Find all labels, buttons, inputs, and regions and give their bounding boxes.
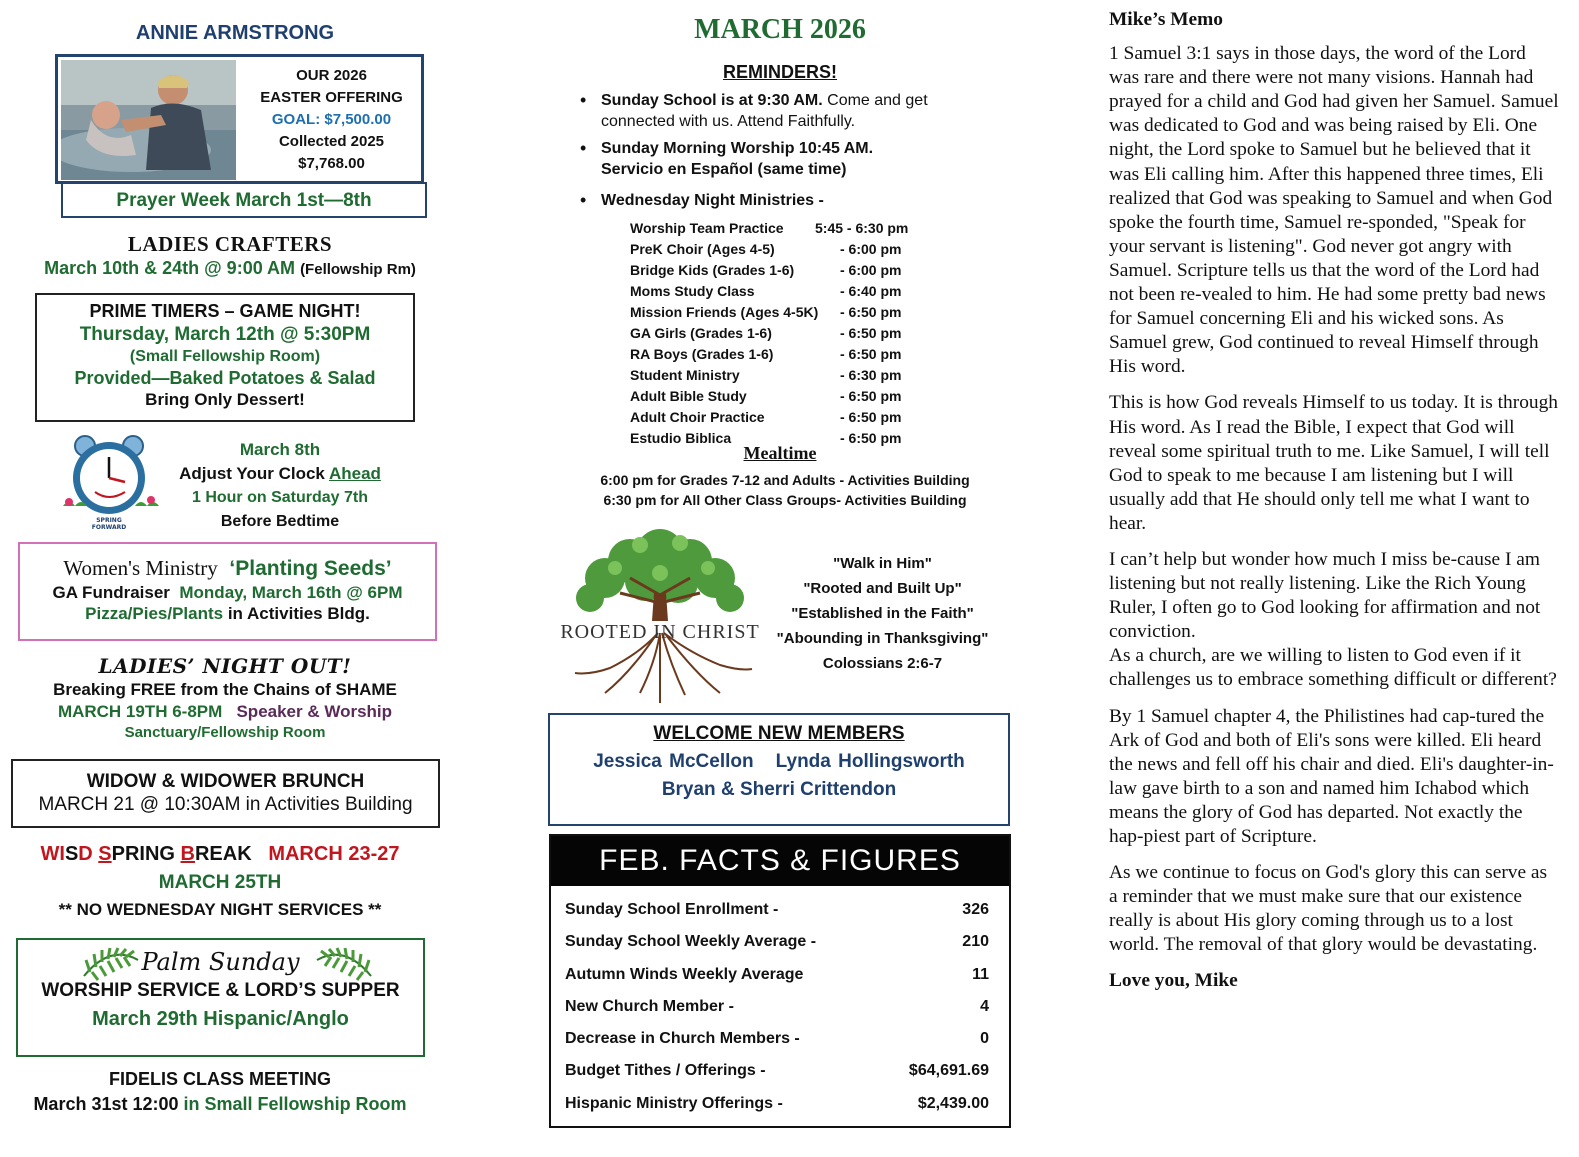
mealtime-details — [560, 470, 1010, 510]
schedule-name: GA Girls (Grades 1-6) — [630, 325, 772, 341]
fact-row — [565, 1092, 989, 1124]
schedule-row — [630, 386, 960, 407]
ga-fundraiser-date: Monday, March 16th @ 6PM — [179, 583, 403, 602]
schedule-time: - 6:50 pm — [840, 388, 902, 404]
fact-label: New Church Member - — [565, 997, 734, 1015]
prime-timers-bring: Bring Only Dessert! — [145, 390, 305, 409]
memo-paragraph: As we continue to focus on God's glory this can serve as a reminder that we must make sure that our existence really is about His glory coming through us to a lost world. The removal of that glory would be devastating. — [1109, 862, 1548, 956]
fidelis-date-line — [10, 1094, 430, 1115]
fact-value: $2,439.00 — [917, 1094, 989, 1112]
schedule-name: RA Boys (Grades 1-6) — [630, 346, 774, 362]
wednesday-ministries: Wednesday Night Ministries - — [601, 192, 824, 209]
schedule-name: Adult Bible Study — [630, 388, 747, 404]
collected-label: Collected 2025 — [278, 133, 385, 150]
offering-goal: GOAL: $7,500.00 — [271, 111, 392, 128]
memo-paragraph: 1 Samuel 3:1 says in those days, the word of the Lord was rare and there were not many visions. Hannah had prayed for a child and God had given her Samuel. Samuel was dedicated to God and was being raised by Eli. One night, the Lord spoke to Samuel but he believed that it was Eli calling him. After this happened three times, Eli realized that God was speaking to Samuel and when God spoke the fourth time, Samuel re-sponded, "Speak for your servant is listening". God never got angry with Samuel. Scripture tells us that the word of the Lord had not been re-vealed to him. He had some pretty bad news for Samuel concerning Eli and his wicked sons. As Samuel grew, God continued to reveal Himself through His word. — [1109, 43, 1559, 378]
schedule-name: Moms Study Class — [630, 283, 755, 299]
schedule-row — [630, 302, 960, 323]
mikes-memo — [1109, 8, 1559, 994]
schedule-time: - 6:00 pm — [840, 241, 902, 257]
memo-paragraph: I can’t help but wonder how much I miss be-cause I am listening but not really listening. Like the Rich Young Ruler, I often go to God looking for affirmation and not conviction. — [1109, 548, 1541, 643]
dst-date: March 8th — [239, 440, 321, 459]
prime-timers-location: (Small Fellowship Room) — [129, 348, 321, 365]
fact-value: $64,691.69 — [908, 1062, 989, 1080]
reminders-title: REMINDERS! — [722, 62, 837, 82]
palm-leaf-icon — [80, 946, 140, 984]
schedule-time: - 6:40 pm — [840, 283, 902, 299]
ga-fundraiser-items — [20, 604, 435, 624]
palm-leaf-icon — [315, 946, 375, 984]
spring-break-heading — [10, 843, 430, 866]
schedule-time: - 6:00 pm — [840, 262, 902, 278]
fact-row — [565, 1027, 989, 1059]
fundraiser-location: in Activities Bldg. — [223, 604, 370, 623]
schedule-name: Student Ministry — [630, 367, 740, 383]
womens-ministry-title: Women's Ministry — [63, 556, 218, 580]
fact-row — [565, 963, 989, 995]
prayer-week: Prayer Week March 1st—8th — [61, 182, 427, 218]
schedule-name: PreK Choir (Ages 4-5) — [630, 241, 775, 257]
annie-armstrong-title: ANNIE ARMSTRONG — [135, 22, 335, 44]
ladies-night-out — [20, 654, 430, 741]
easter-offering-text — [244, 65, 419, 175]
schedule-time: - 6:30 pm — [840, 367, 902, 383]
reminder-worship — [580, 138, 1000, 180]
ladies-night-date-text: MARCH 19TH 6-8PM — [57, 702, 223, 721]
crafters-date-text: March 10th & 24th @ 9:00 AM — [44, 258, 296, 278]
palm-sunday-box — [16, 938, 425, 1057]
fact-row — [565, 995, 989, 1027]
schedule-name: Adult Choir Practice — [630, 409, 765, 425]
mealtime-line2: 6:30 pm for All Other Class Groups- Activities Building — [603, 492, 967, 508]
spring-break-note: ** NO WEDNESDAY NIGHT SERVICES ** — [58, 900, 382, 919]
fidelis-location: in Small Fellowship Room — [178, 1094, 407, 1114]
fidelis-date: March 31st 12:00 — [33, 1094, 179, 1114]
sunday-school-rest: Come and get connected with us. Attend Faithfully. — [601, 92, 928, 130]
palm-sunday-date: March 29th Hispanic/Anglo — [92, 1008, 349, 1030]
crafters-title: LADIES CRAFTERS — [127, 232, 333, 256]
womens-ministry-heading — [20, 556, 435, 581]
memo-paragraph: By 1 Samuel chapter 4, the Philistines had cap-tured the Ark of God and both of Eli's sons were killed. Eli heard the news and fell off his chair and died. Eli's daughter-in-law gave birth to a son and named him Ichabod which means the glory of God has departed. Not exactly the hap-piest part of Scripture. — [1109, 705, 1554, 847]
fact-value: 4 — [980, 997, 989, 1015]
schedule-name: Worship Team Practice — [630, 220, 784, 236]
alarm-clock-icon — [55, 432, 165, 532]
dst-bedtime: Before Bedtime — [220, 513, 340, 530]
sb-reak: REAK — [194, 843, 252, 865]
widow-brunch-title: WIDOW & WIDOWER BRUNCH — [86, 771, 365, 792]
welcome-title: WELCOME NEW MEMBERS — [653, 723, 905, 744]
fact-label: Sunday School Enrollment - — [565, 901, 779, 918]
schedule-row — [630, 365, 960, 386]
ladies-night-date — [20, 702, 430, 722]
palm-sunday-title: Palm Sunday — [141, 948, 300, 976]
verse-line: "Established in the Faith" — [791, 605, 974, 622]
welcome-names-row1 — [550, 751, 1008, 773]
colossians-verses — [765, 551, 1000, 676]
fact-label: Sunday School Weekly Average - — [565, 933, 817, 951]
facts-title: FEB. FACTS & FIGURES — [551, 836, 1009, 886]
schedule-name: Estudio Biblica — [630, 430, 732, 446]
fact-label: Decrease in Church Members - — [565, 1030, 800, 1048]
fact-value: 0 — [980, 1030, 989, 1048]
fact-row — [565, 930, 989, 962]
memo-paragraph: As a church, are we willing to listen to God even if it challenges us to embrace something difficult or different? — [1109, 645, 1557, 691]
fundraiser-items: Pizza/Pies/Plants — [85, 604, 224, 623]
welcome-members-box — [548, 713, 1010, 826]
schedule-time: - 6:50 pm — [840, 304, 902, 320]
ladies-night-location: Sanctuary/Fellowship Room — [124, 724, 326, 741]
wednesday-schedule — [630, 218, 960, 449]
schedule-row — [630, 407, 960, 428]
offering-line2: EASTER OFFERING — [260, 89, 403, 106]
fact-value: 11 — [972, 965, 989, 983]
schedule-row — [630, 323, 960, 344]
verse-line: "Abounding in Thanksgiving" — [776, 630, 989, 647]
easter-offering-box — [55, 54, 424, 184]
schedule-row — [630, 260, 960, 281]
ladies-night-title: LADIES’ NIGHT OUT! — [98, 654, 352, 678]
prime-timers-date: Thursday, March 12th @ 5:30PM — [79, 324, 371, 345]
schedule-time: - 6:50 pm — [840, 325, 902, 341]
facts-table — [551, 886, 1009, 1124]
crafters-location: (Fellowship Rm) — [300, 261, 416, 278]
schedule-name: Mission Friends (Ages 4-5K) — [630, 304, 819, 320]
widow-brunch-detail: MARCH 21 @ 10:30AM in Activities Building — [38, 794, 413, 815]
womens-ministry-theme: ‘Planting Seeds’ — [229, 557, 392, 580]
fidelis-title: FIDELIS CLASS MEETING — [108, 1069, 331, 1089]
ga-fundraiser — [20, 583, 435, 603]
member-name: Lynda Hollingsworth — [775, 751, 965, 772]
svg-text:SPRING: SPRING — [96, 517, 122, 524]
daylight-saving-text — [160, 438, 400, 534]
fact-value: 326 — [962, 901, 989, 918]
collected-value: $7,768.00 — [298, 155, 365, 172]
spring-break-dates: MARCH 23-27 — [268, 843, 400, 865]
sb-spring-s: S — [98, 843, 112, 865]
schedule-time: - 6:50 pm — [840, 409, 902, 425]
prime-timers-title: PRIME TIMERS – GAME NIGHT! — [89, 301, 361, 321]
tree-roots-icon — [560, 523, 760, 708]
dst-instruction-prefix: Adjust Your Clock — [179, 464, 329, 483]
fact-label: Autumn Winds Weekly Average — [565, 965, 804, 983]
member-name: Bryan & Sherri Crittendon — [661, 779, 897, 800]
member-name: Jessica McCellon — [593, 751, 754, 772]
dst-hour: 1 Hour on Saturday 7th — [191, 489, 369, 506]
schedule-row — [630, 281, 960, 302]
facts-figures-box — [549, 834, 1011, 1128]
schedule-row — [630, 218, 960, 239]
ladies-night-extra: Speaker & Worship — [236, 702, 393, 721]
schedule-time: 5:45 - 6:30 pm — [815, 220, 909, 236]
dst-ahead: Ahead — [328, 464, 381, 483]
fidelis-class — [10, 1069, 430, 1115]
mealtime-title: Mealtime — [743, 443, 817, 463]
verse-reference: Colossians 2:6-7 — [822, 655, 943, 672]
memo-title: Mike’s Memo — [1109, 9, 1223, 30]
schedule-row — [630, 344, 960, 365]
palm-sunday-service: WORSHIP SERVICE & LORD’S SUPPER — [41, 980, 400, 1001]
fact-label: Hispanic Ministry Offerings - — [565, 1094, 783, 1112]
crafters-date — [10, 258, 450, 279]
prime-timers-box — [35, 293, 415, 422]
month-title: MARCH 2026 — [694, 14, 866, 45]
widow-brunch-box — [11, 759, 440, 828]
spring-break-date2: MARCH 25TH — [158, 872, 282, 893]
reminders-list — [580, 90, 1000, 217]
verse-line: "Walk in Him" — [833, 555, 932, 572]
ga-fundraiser-label: GA Fundraiser — [52, 583, 170, 602]
fact-row — [565, 1059, 989, 1091]
mealtime-line1: 6:00 pm for Grades 7-12 and Adults - Activities Building — [600, 472, 970, 488]
ladies-night-subtitle: Breaking FREE from the Chains of SHAME — [53, 680, 397, 699]
espanol-service: Servicio en Español (same time) — [601, 161, 847, 178]
schedule-name: Bridge Kids (Grades 1-6) — [630, 262, 795, 278]
womens-ministry-box — [18, 542, 437, 641]
schedule-time: - 6:50 pm — [840, 430, 902, 446]
fact-label: Budget Tithes / Offerings - — [565, 1062, 766, 1080]
sb-b: B — [180, 843, 195, 865]
schedule-row — [630, 239, 960, 260]
reminder-wednesday — [580, 190, 1000, 211]
sb-s: S — [64, 843, 79, 865]
memo-paragraph: This is how God reveals Himself to us today. It is through His word. As I read the Bible, I expect that God will reveal some spiritual truth to me. Like Samuel, I will tell God to speak to me because I am listening but I will usually add that He should only tell me what I want to hear. — [1109, 392, 1558, 534]
sb-wi: WI — [40, 843, 65, 865]
reminder-sunday-school — [580, 90, 1000, 132]
baptism-photo — [61, 60, 236, 180]
verse-line: "Rooted and Built Up" — [803, 580, 962, 597]
svg-text:FORWARD: FORWARD — [91, 524, 127, 531]
worship-time: Sunday Morning Worship 10:45 AM. — [601, 140, 874, 157]
sunday-school-bold: Sunday School is at 9:30 AM. — [601, 92, 823, 109]
fact-value: 210 — [962, 933, 989, 951]
offering-line1: OUR 2026 — [296, 67, 367, 84]
rooted-in-christ-caption: ROOTED IN CHRIST — [560, 621, 760, 643]
schedule-time: - 6:50 pm — [840, 346, 902, 362]
sb-d: D — [78, 843, 99, 865]
sb-pring: PRING — [111, 843, 181, 865]
spring-break — [10, 843, 430, 920]
dst-instruction — [160, 462, 400, 486]
memo-signature: Love you, Mike — [1109, 970, 1238, 992]
fact-row — [565, 898, 989, 930]
prime-timers-provided: Provided—Baked Potatoes & Salad — [74, 368, 376, 388]
